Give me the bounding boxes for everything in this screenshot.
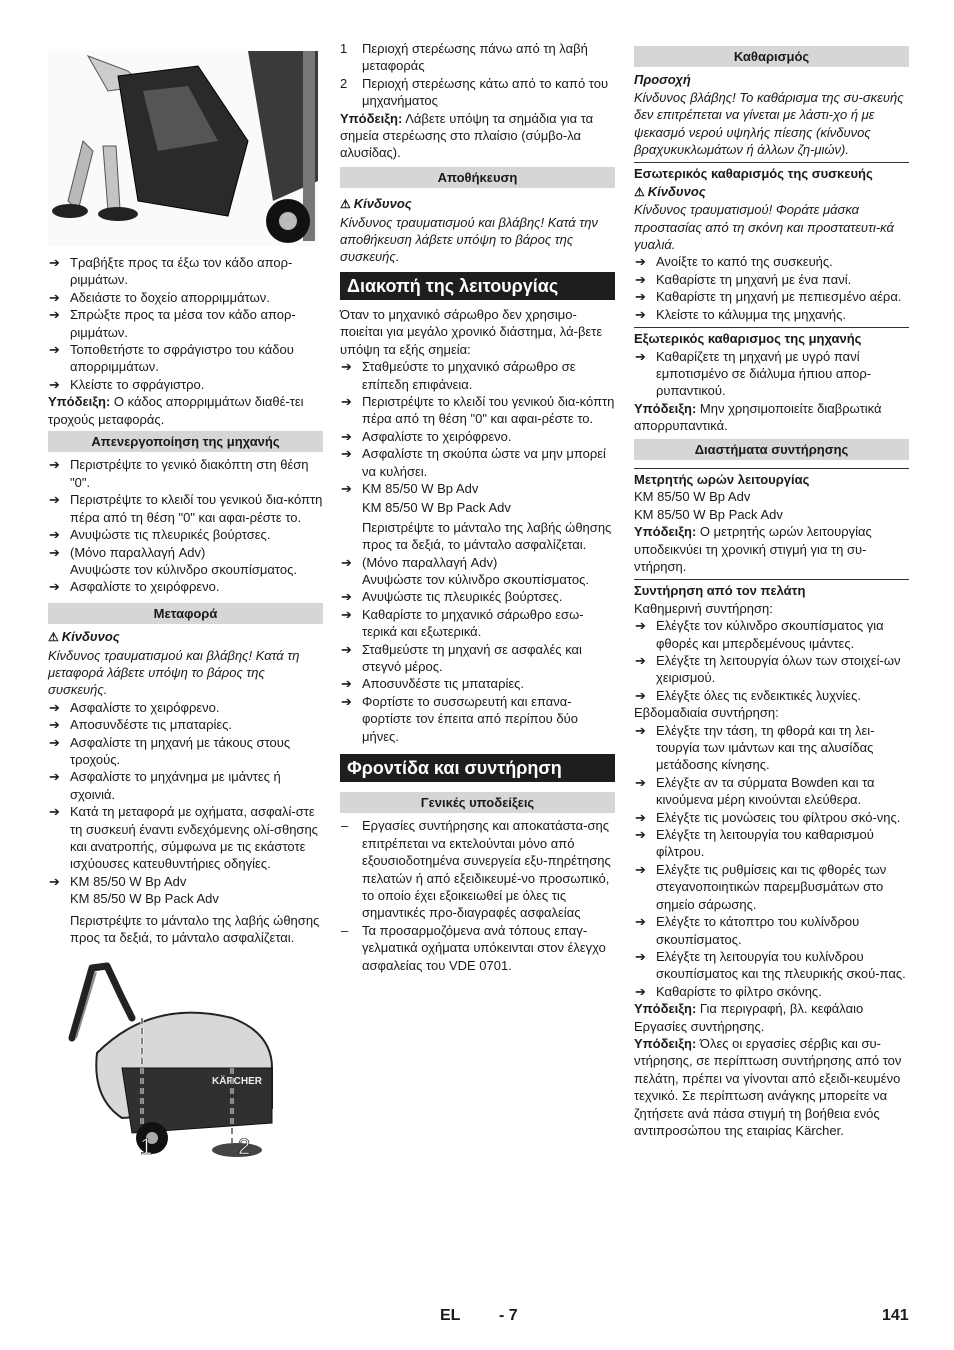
deactivation-continuation: Ανυψώστε τον κύλινδρο σκουπίσματος.: [70, 561, 297, 577]
arrow-icon: ➔: [341, 589, 352, 605]
column-1: [48, 40, 323, 1168]
list-item: 2 Περιοχή στερέωσης κάτω από το καπό του μηχανήματος: [340, 75, 609, 109]
arrow-icon: ➔: [341, 480, 352, 496]
column-2: [340, 40, 615, 974]
list-item: ➔ Ελέγξτε το κάτοπτρο του κυλίνδρου σκουπίσματος.: [635, 914, 860, 947]
points-note: Υπόδειξη: Λάβετε υπόψη τα σημάδια για τα σημεία στερέωσης στο πλαίσιο (σύμβο-λα αλυσίδας).: [340, 110, 594, 161]
list-item: ➔ Τραβήξτε προς τα έξω τον κάδο απορ-ριμμάτων.: [49, 255, 293, 288]
footer-language: EL: [440, 1307, 461, 1324]
list-item: ➔ Ανυψώστε τις πλευρικές βούρτσες.: [49, 527, 271, 543]
arrow-icon: ➔: [635, 271, 646, 287]
danger-label: ⚠ Κίνδυνος: [340, 196, 412, 212]
list-item: ➔ Ελέγξτε αν τα σύρματα Bowden και τα κινούμενα μέρη κινούνται ελεύθερα.: [635, 774, 875, 808]
list-item: ➔ Κλείστε το κάλυμμα της μηχανής.: [635, 306, 847, 322]
arrow-icon: ➔: [49, 579, 60, 595]
list-item: ➔ Σταθμεύστε τη μηχανή σε ασφαλές και στεγνό μέρος.: [341, 641, 582, 674]
shutdown-intro: Όταν το μηχανικό σάρωθρο δεν χρησιμο-ποιείται για μεγάλο χρονικό διάστημα, λά-βετε υπόψη τα εξής σημεία:: [340, 306, 603, 357]
arrow-icon: ➔: [341, 393, 352, 409]
arrow-icon: ➔: [635, 618, 646, 634]
shutdown-heading: Διακοπή της λειτουργίας: [340, 272, 615, 300]
list-item: ➔ KM 85/50 W Bp Adv: [341, 480, 479, 496]
shutdown-model-2: KM 85/50 W Bp Pack Adv: [362, 500, 511, 516]
external-note: Υπόδειξη: Μην χρησιμοποιείτε διαβρωτικά απορρυπαντικά.: [634, 400, 882, 434]
warning-icon: ⚠: [340, 197, 351, 212]
transport-model-2: KM 85/50 W Bp Pack Adv: [70, 891, 219, 907]
list-item: 1 Περιοχή στερέωσης πάνω από τη λαβή μεταφοράς: [340, 41, 588, 74]
list-item: ➔ Καθαρίστε τη μηχανή με ένα πανί.: [635, 271, 852, 287]
list-item: ➔ Ασφαλίστε τη σκούπα ώστε να μην μπορεί να κυλήσει.: [341, 446, 606, 479]
list-item: ➔ KM 85/50 W Bp Adv: [49, 873, 187, 889]
arrow-icon: ➔: [49, 342, 60, 358]
list-item: – Τα προσαρμοζόμενα ανά τόπους επαγ-γελματικά οχήματα υπόκεινται στον έλεγχο ασφαλείας του VDE 0701.: [341, 922, 606, 973]
arrow-icon: ➔: [341, 428, 352, 444]
weekly-label: Εβδομαδιαία συντήρηση:: [634, 705, 779, 721]
list-item: ➔ Φορτίστε το συσσωρευτή και επανα-φορτίστε τον έπειτα από περίπου δύο μήνες.: [341, 693, 578, 744]
list-item: ➔ (Μόνο παραλλαγή Adv): [341, 554, 498, 570]
hours-note: Υπόδειξη: Ο μετρητής ωρών λειτουργίας υποδεικνύει τη χρονική στιγμή για τη συ-ντήρηση.: [634, 524, 872, 574]
arrow-icon: ➔: [635, 653, 646, 668]
list-item: ➔ Αποσυνδέστε τις μπαταρίες.: [49, 717, 233, 733]
list-item: ➔ Περιστρέψτε το κλειδί του γενικού δια-κόπτη πέρα από τη θέση "0" και αφαι-ρέστε το.: [49, 492, 323, 525]
warning-icon: ⚠: [48, 630, 59, 645]
list-item: ➔ Τοποθετήστε το σφράγιστρο του κάδου απορριμμάτων.: [49, 342, 294, 375]
arrow-icon: ➔: [635, 948, 646, 964]
arrow-icon: ➔: [49, 307, 60, 323]
list-item: ➔ Ελέγξτε τις μονώσεις του φίλτρου σκό-νης.: [635, 809, 901, 825]
storage-heading: Αποθήκευση: [340, 167, 615, 188]
note-1: Υπόδειξη: Για περιγραφή, βλ. κεφάλαιο Εργασίες συντήρησης.: [634, 1001, 864, 1034]
arrow-icon: ➔: [49, 717, 60, 733]
list-item: ➔ Ασφαλίστε τη μηχανή με τάκους στους τροχούς.: [49, 734, 291, 767]
arrow-icon: ➔: [635, 289, 646, 305]
arrow-icon: ➔: [341, 641, 352, 657]
caution-label: Προσοχή: [634, 72, 691, 88]
list-item: ➔ Ασφαλίστε το χειρόφρενο.: [49, 699, 220, 715]
storage-danger-text: Κίνδυνος τραυματισμού και βλάβης! Κατά την αποθήκευση λάβετε υπόψη το βάρος της συσκευής.: [340, 214, 598, 265]
note-2: Υπόδειξη: Όλες οι εργασίες σέρβις και συ-ντήρησης, σε περίπτωση συντήρησης από τον πελάτη, πρέπει να γίνονται από εξειδι-κευμένο τεχνικό. Σε περίπτωση ανάγκης μπορείτε να ζητήσετε ανά πάσα στιγμή τη βοήθεια ενός αντιπροσώπου της εταιρίας Kärcher.: [634, 1035, 902, 1138]
bin-removal-photo: [48, 51, 318, 246]
label-1: 1: [140, 1134, 153, 1160]
general-heading: Γενικές υποδείξεις: [340, 792, 615, 813]
label-2: 2: [238, 1134, 251, 1160]
arrow-icon: ➔: [49, 289, 60, 305]
list-item: ➔ Σπρώξτε προς τα μέσα τον κάδο απορ-ριμμάτων.: [49, 307, 296, 340]
arrow-icon: ➔: [49, 769, 60, 785]
hours-heading: Μετρητής ωρών λειτουργίας: [634, 468, 909, 488]
list-item: ➔ Ασφαλίστε το μηχάνημα με ιμάντες ή σχοινιά.: [49, 769, 281, 802]
arrow-icon: ➔: [49, 734, 60, 750]
internal-danger-text: Κίνδυνος τραυματισμού! Φοράτε μάσκα προστασίας από τη σκόνη και προστατευτι-κά γυαλιά.: [634, 202, 894, 253]
list-item: ➔ Ελέγξτε τη λειτουργία του καθαρισμού φίλτρου.: [635, 827, 874, 860]
intervals-heading: Διαστήματα συντήρησης: [634, 439, 909, 460]
list-item: ➔ Ανυψώστε τις πλευρικές βούρτσες.: [341, 589, 563, 605]
list-item: ➔ Ελέγξτε τον κύλινδρο σκουπίσματος για φθορές και μπερδεμένους ιμάντες.: [635, 618, 884, 651]
list-item: ➔ Ελέγξτε όλες τις ενδεικτικές λυχνίες.: [635, 687, 861, 703]
arrow-icon: ➔: [49, 804, 60, 820]
care-heading: Φροντίδα και συντήρηση: [340, 754, 615, 782]
arrow-icon: ➔: [49, 873, 60, 889]
arrow-icon: ➔: [341, 676, 352, 692]
list-item: ➔ Σταθμεύστε το μηχανικό σάρωθρο σε επίπεδη επιφάνεια.: [341, 359, 576, 392]
daily-label: Καθημερινή συντήρηση:: [634, 600, 773, 616]
arrow-icon: ➔: [635, 983, 646, 999]
arrow-icon: ➔: [49, 544, 60, 560]
cleaning-heading: Καθαρισμός: [634, 46, 909, 67]
arrow-icon: ➔: [49, 457, 60, 473]
list-item: ➔ Καθαρίστε το φίλτρο σκόνης.: [635, 983, 822, 999]
list-item: ➔ Ελέγξτε την τάση, τη φθορά και τη λει-τουργία των ιμάντων και της αλυσίδας μετάδοσης κίνησης.: [635, 722, 875, 773]
arrow-icon: ➔: [49, 255, 60, 270]
footer-section-page: - 7: [499, 1307, 518, 1324]
arrow-icon: ➔: [635, 254, 646, 270]
internal-cleaning-heading: Εσωτερικός καθαρισμός της συσκευής: [634, 162, 909, 182]
column-3: [634, 40, 909, 1139]
arrow-icon: ➔: [635, 348, 646, 364]
arrow-icon: ➔: [635, 306, 646, 322]
warning-icon: ⚠: [634, 184, 645, 199]
arrow-icon: ➔: [635, 774, 646, 790]
brand-logo: KÄRCHER: [212, 1076, 262, 1088]
page-number: 141: [882, 1307, 909, 1324]
transport-danger-text: Κίνδυνος τραυματισμού και βλάβης! Κατά τη μεταφορά λάβετε υπόψη το βάρος της συσκευής.: [48, 647, 300, 698]
arrow-icon: ➔: [635, 827, 646, 843]
arrow-icon: ➔: [635, 809, 646, 825]
arrow-icon: ➔: [341, 446, 352, 462]
transport-heading: Μεταφορά: [48, 603, 323, 624]
list-item: ➔ Κατά τη μεταφορά με οχήματα, ασφαλί-στε τη συσκευή έναντι ενδεχόμενης ολί-σθησης και ανατροπής, σύμφωνα με τις εκάστοτε ισχύουσες κατευθυντήριες οδηγίες.: [49, 804, 318, 872]
cleaning-caution-text: Κίνδυνος βλάβης! Το καθάρισμα της συ-σκευής δεν επιτρέπεται να γίνεται με λάστι-χο ή με ψεκασμό νερού υψηλής πίεσης (κίνδυνος βραχυκυκλωμάτων ή άλλων ζη-μιών).: [634, 89, 904, 158]
shutdown-adv-continuation: Ανυψώστε τον κύλινδρο σκουπίσματος.: [362, 571, 589, 587]
list-item: ➔ Καθαρίζετε τη μηχανή με υγρό πανί εμποτισμένο σε διάλυμα ήπιου απορ-ρυπαντικού.: [635, 348, 872, 399]
list-item: ➔ Ελέγξτε τις ρυθμίσεις και τις φθορές των στεγανοποιητικών παρεμβυσμάτων στο σημείο σάρωσης.: [635, 861, 887, 912]
arrow-icon: ➔: [635, 722, 646, 738]
list-item: ➔ Αποσυνδέστε τις μπαταρίες.: [341, 676, 525, 692]
sweeper-fastening-figure: [62, 958, 302, 1168]
arrow-icon: ➔: [635, 687, 646, 703]
shutdown-lever-text: Περιστρέψτε το μάνταλο της λαβής ώθησης προς τα δεξιά, το μάνταλο ασφαλίζεται.: [362, 519, 612, 553]
arrow-icon: ➔: [49, 376, 60, 392]
list-item: ➔ Καθαρίστε το μηχανικό σάρωθρο εσω-τερικά και εξωτερικά.: [341, 606, 584, 640]
arrow-icon: ➔: [341, 359, 352, 375]
arrow-icon: ➔: [49, 527, 60, 543]
arrow-icon: ➔: [341, 693, 352, 709]
bin-note: Υπόδειξη: Ο κάδος απορριμμάτων διαθέ-τει τροχούς μεταφοράς.: [48, 394, 304, 427]
arrow-icon: ➔: [635, 861, 646, 877]
list-item: ➔ Ασφαλίστε το χειρόφρενο.: [49, 579, 220, 595]
list-item: ➔ Ελέγξτε τη λειτουργία του κυλίνδρου σκουπίσματος και της πλευρικής σκού-πας.: [635, 948, 906, 982]
transport-lever-text: Περιστρέψτε το μάνταλο της λαβής ώθησης προς τα δεξιά, το μάνταλο ασφαλίζεται.: [70, 912, 320, 946]
danger-label: ⚠ Κίνδυνος: [48, 629, 120, 645]
arrow-icon: ➔: [49, 492, 60, 508]
customer-maintenance-heading: Συντήρηση από τον πελάτη: [634, 579, 909, 599]
list-item: – Εργασίες συντήρησης και αποκατάστα-σης επιτρέπεται να εκτελούνται μόνο από εξουσιοδοτημένα συνεργεία εξυ-πηρέτησης πελατών ή από εξειδικευμέ-νο προσωπικό, το οποίο έχει εξοικειωθεί με όλες τις σημαντικές προ-διαγραφές ασφαλείας: [341, 818, 611, 921]
hours-model-1: KM 85/50 W Bp Adv: [634, 489, 751, 505]
danger-label: ⚠ Κίνδυνος: [634, 183, 706, 199]
list-item: ➔ (Μόνο παραλλαγή Adv): [49, 544, 206, 560]
list-item: ➔ Ασφαλίστε το χειρόφρενο.: [341, 428, 512, 444]
list-item: ➔ Κλείστε το σφράγιστρο.: [49, 376, 205, 392]
list-item: ➔ Καθαρίστε τη μηχανή με πεπιεσμένο αέρα.: [635, 289, 902, 305]
list-item: ➔ Ελέγξτε τη λειτουργία όλων των στοιχεί-ων χειρισμού.: [635, 653, 901, 686]
bin-steps: [48, 254, 323, 393]
arrow-icon: ➔: [341, 606, 352, 622]
list-item: ➔ Περιστρέψτε το γενικό διακόπτη στη θέση "0".: [49, 457, 309, 490]
arrow-icon: ➔: [635, 914, 646, 930]
deactivation-heading: Απενεργοποίηση της μηχανής: [48, 431, 323, 452]
hours-model-2: KM 85/50 W Bp Pack Adv: [634, 506, 783, 522]
list-item: ➔ Αδειάστε το δοχείο απορριμμάτων.: [49, 289, 270, 305]
list-item: ➔ Περιστρέψτε το κλειδί του γενικού δια-κόπτη πέρα από τη θέση "0" και αφαι-ρέστε το.: [341, 393, 615, 427]
list-item: ➔ Ανοίξτε το καπό της συσκευής.: [635, 254, 833, 270]
external-cleaning-heading: Εξωτερικός καθαρισμος της μηχανής: [634, 327, 909, 347]
arrow-icon: ➔: [49, 699, 60, 715]
arrow-icon: ➔: [341, 554, 352, 570]
